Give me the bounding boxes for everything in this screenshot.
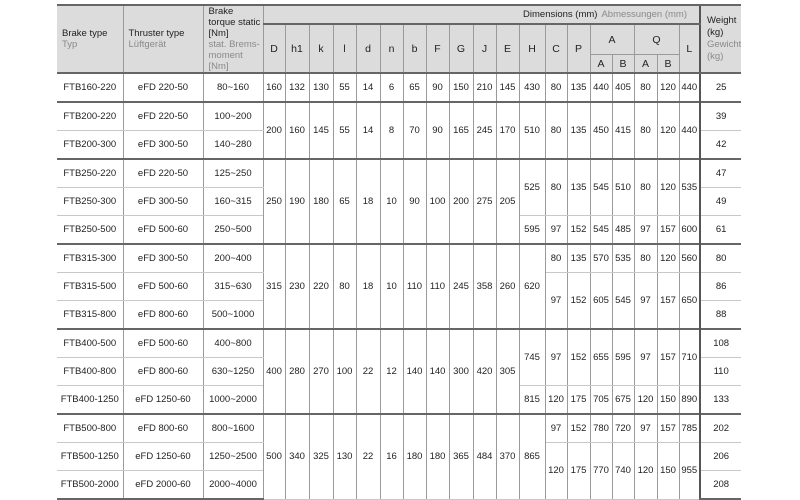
- torque-cell: 250~500: [203, 216, 263, 245]
- dim-Q-B: 120: [657, 244, 679, 273]
- dim-C: 80: [545, 159, 567, 216]
- weight-cell: 206: [700, 443, 741, 471]
- dim-Q-A: 120: [634, 443, 657, 500]
- torque-cell: 200~400: [203, 244, 263, 273]
- torque-cell: 1000~2000: [203, 386, 263, 415]
- brake-type-cell: FTB250-220: [57, 159, 123, 188]
- dim-d: 14: [356, 73, 380, 102]
- brake-type-cell: FTB160-220: [57, 73, 123, 102]
- torque-cell: 80~160: [203, 73, 263, 102]
- dim-A-A: 655: [590, 329, 612, 386]
- dim-G: 200: [449, 159, 473, 244]
- dim-E: 170: [496, 102, 519, 159]
- dim-d: 18: [356, 244, 380, 329]
- col-Q-B: B: [657, 55, 679, 74]
- dim-A-A: 545: [590, 216, 612, 245]
- torque-cell: 140~280: [203, 131, 263, 160]
- dim-H: 525: [519, 159, 545, 216]
- torque-cell: 630~1250: [203, 358, 263, 386]
- dim-H: 620: [519, 244, 545, 329]
- dim-F: 100: [426, 159, 449, 244]
- dim-n: 8: [380, 102, 403, 159]
- dim-F: 110: [426, 244, 449, 329]
- dim-A-A: 440: [590, 73, 612, 102]
- col-F: F: [426, 24, 449, 73]
- dim-P: 135: [567, 73, 590, 102]
- torque-cell: 2000~4000: [203, 471, 263, 500]
- weight-label-de: Gewicht (kg): [707, 39, 742, 62]
- brake-type-cell: FTB200-220: [57, 102, 123, 131]
- col-group-A: A: [590, 24, 634, 55]
- col-l: l: [333, 24, 356, 73]
- dim-L: 535: [679, 159, 700, 216]
- dim-Q-B: 120: [657, 73, 679, 102]
- dim-k: 180: [309, 159, 333, 244]
- brake-spec-table: [57, 4, 741, 500]
- thruster-type-cell: eFD 500-60: [123, 216, 203, 245]
- table-row: [57, 414, 741, 443]
- thruster-type-cell: eFD 500-60: [123, 329, 203, 358]
- dim-h1: 132: [285, 73, 309, 102]
- dim-P: 135: [567, 159, 590, 216]
- col-C: C: [545, 24, 567, 73]
- dim-h1: 340: [285, 414, 309, 499]
- dim-F: 180: [426, 414, 449, 499]
- dim-Q-A: 80: [634, 244, 657, 273]
- weight-cell: 133: [700, 386, 741, 415]
- torque-cell: 800~1600: [203, 414, 263, 443]
- weight-label: Weight (kg): [707, 15, 737, 38]
- dim-L: 955: [679, 443, 700, 500]
- torque-cell: 1250~2500: [203, 443, 263, 471]
- brake-type-cell: FTB315-800: [57, 301, 123, 330]
- col-Q-A: A: [634, 55, 657, 74]
- torque-cell: 100~200: [203, 102, 263, 131]
- dim-Q-A: 80: [634, 102, 657, 159]
- dim-A-A: 545: [590, 159, 612, 216]
- col-J: J: [473, 24, 496, 73]
- col-A-A: A: [590, 55, 612, 74]
- weight-cell: 208: [700, 471, 741, 500]
- dim-D: 200: [263, 102, 285, 159]
- weight-cell: 86: [700, 273, 741, 301]
- dim-Q-B: 157: [657, 414, 679, 443]
- dim-D: 250: [263, 159, 285, 244]
- dim-F: 90: [426, 102, 449, 159]
- brake-type-cell: FTB400-1250: [57, 386, 123, 415]
- dim-P: 175: [567, 386, 590, 415]
- dim-A-B: 535: [612, 244, 634, 273]
- dim-l: 100: [333, 329, 356, 414]
- col-A-B: B: [612, 55, 634, 74]
- brake-type-cell: FTB500-2000: [57, 471, 123, 500]
- dim-n: 16: [380, 414, 403, 499]
- col-E: E: [496, 24, 519, 73]
- dim-G: 300: [449, 329, 473, 414]
- dim-E: 205: [496, 159, 519, 244]
- dim-C: 97: [545, 329, 567, 386]
- dim-A-B: 675: [612, 386, 634, 415]
- dim-P: 152: [567, 273, 590, 330]
- table-row: [57, 329, 741, 358]
- brake-type-cell: FTB315-300: [57, 244, 123, 273]
- dim-H: 430: [519, 73, 545, 102]
- dim-C: 80: [545, 102, 567, 159]
- table-row: [57, 102, 741, 131]
- dim-b: 65: [403, 73, 426, 102]
- weight-cell: 25: [700, 73, 741, 102]
- dim-k: 130: [309, 73, 333, 102]
- dim-D: 160: [263, 73, 285, 102]
- table-row: [57, 159, 741, 188]
- dim-A-A: 450: [590, 102, 612, 159]
- dim-Q-A: 97: [634, 273, 657, 330]
- dim-D: 500: [263, 414, 285, 499]
- dim-L: 440: [679, 73, 700, 102]
- weight-cell: 49: [700, 188, 741, 216]
- dim-H: 510: [519, 102, 545, 159]
- brake-type-cell: FTB500-1250: [57, 443, 123, 471]
- dim-A-B: 405: [612, 73, 634, 102]
- col-group-Q: Q: [634, 24, 679, 55]
- dim-C: 80: [545, 73, 567, 102]
- dim-A-A: 570: [590, 244, 612, 273]
- thruster-type-cell: eFD 300-50: [123, 244, 203, 273]
- dim-F: 140: [426, 329, 449, 414]
- dim-P: 152: [567, 216, 590, 245]
- brake-type-cell: FTB500-800: [57, 414, 123, 443]
- dim-A-B: 510: [612, 159, 634, 216]
- dim-h1: 230: [285, 244, 309, 329]
- thruster-type-cell: eFD 300-50: [123, 188, 203, 216]
- dim-n: 10: [380, 244, 403, 329]
- dim-Q-A: 120: [634, 386, 657, 415]
- dim-d: 14: [356, 102, 380, 159]
- table-row: [57, 73, 741, 102]
- dim-l: 65: [333, 159, 356, 244]
- thruster-type-cell: eFD 1250-60: [123, 386, 203, 415]
- dim-d: 22: [356, 329, 380, 414]
- header-brake-torque: [203, 5, 263, 73]
- dim-k: 220: [309, 244, 333, 329]
- dim-H: 595: [519, 216, 545, 245]
- dim-H: 815: [519, 386, 545, 415]
- dim-L: 650: [679, 273, 700, 330]
- dim-D: 400: [263, 329, 285, 414]
- dim-Q-B: 150: [657, 386, 679, 415]
- dim-C: 120: [545, 386, 567, 415]
- table-row: [57, 244, 741, 273]
- dim-Q-A: 97: [634, 216, 657, 245]
- col-d: d: [356, 24, 380, 73]
- col-b: b: [403, 24, 426, 73]
- col-L: L: [679, 24, 700, 73]
- dim-Q-B: 157: [657, 216, 679, 245]
- dim-J: 484: [473, 414, 496, 499]
- dim-l: 130: [333, 414, 356, 499]
- dim-L: 710: [679, 329, 700, 386]
- dimensions-label-de: Abmessungen (mm): [601, 9, 687, 20]
- dim-G: 245: [449, 244, 473, 329]
- thruster-type-cell: eFD 800-60: [123, 414, 203, 443]
- brake-torque-label-de: stat. Brems-moment [Nm]: [208, 39, 260, 72]
- dim-Q-B: 150: [657, 443, 679, 500]
- brake-type-cell: FTB400-800: [57, 358, 123, 386]
- dim-C: 97: [545, 414, 567, 443]
- dim-l: 55: [333, 73, 356, 102]
- dim-Q-A: 97: [634, 329, 657, 386]
- brake-type-cell: FTB200-300: [57, 131, 123, 160]
- dim-A-B: 485: [612, 216, 634, 245]
- dim-L: 560: [679, 244, 700, 273]
- dim-b: 70: [403, 102, 426, 159]
- dim-n: 10: [380, 159, 403, 244]
- dim-L: 785: [679, 414, 700, 443]
- col-H: H: [519, 24, 545, 73]
- weight-cell: 61: [700, 216, 741, 245]
- dim-C: 97: [545, 273, 567, 330]
- dim-H: 865: [519, 414, 545, 499]
- dim-l: 80: [333, 244, 356, 329]
- torque-cell: 315~630: [203, 273, 263, 301]
- dim-A-B: 740: [612, 443, 634, 500]
- dim-F: 90: [426, 73, 449, 102]
- dim-G: 150: [449, 73, 473, 102]
- torque-cell: 500~1000: [203, 301, 263, 330]
- col-k: k: [309, 24, 333, 73]
- dim-n: 6: [380, 73, 403, 102]
- dim-k: 325: [309, 414, 333, 499]
- thruster-type-cell: eFD 500-60: [123, 273, 203, 301]
- weight-cell: 88: [700, 301, 741, 330]
- weight-cell: 42: [700, 131, 741, 160]
- dim-Q-B: 120: [657, 102, 679, 159]
- dim-A-B: 720: [612, 414, 634, 443]
- dim-H: 745: [519, 329, 545, 386]
- col-G: G: [449, 24, 473, 73]
- dim-k: 270: [309, 329, 333, 414]
- dim-A-B: 545: [612, 273, 634, 330]
- dim-A-A: 780: [590, 414, 612, 443]
- dim-G: 165: [449, 102, 473, 159]
- dim-P: 135: [567, 244, 590, 273]
- dim-E: 305: [496, 329, 519, 414]
- col-P: P: [567, 24, 590, 73]
- dim-C: 120: [545, 443, 567, 500]
- dim-d: 18: [356, 159, 380, 244]
- dim-h1: 160: [285, 102, 309, 159]
- dim-A-A: 605: [590, 273, 612, 330]
- dim-A-A: 770: [590, 443, 612, 500]
- dim-P: 152: [567, 414, 590, 443]
- dim-n: 12: [380, 329, 403, 414]
- thruster-type-cell: eFD 220-50: [123, 102, 203, 131]
- dim-L: 440: [679, 102, 700, 159]
- dim-Q-B: 157: [657, 273, 679, 330]
- col-h1: h1: [285, 24, 309, 73]
- brake-type-label-de: Typ: [62, 39, 78, 50]
- dim-b: 140: [403, 329, 426, 414]
- dim-L: 600: [679, 216, 700, 245]
- thruster-type-cell: eFD 2000-60: [123, 471, 203, 500]
- torque-cell: 125~250: [203, 159, 263, 188]
- torque-cell: 400~800: [203, 329, 263, 358]
- weight-cell: 202: [700, 414, 741, 443]
- dim-h1: 280: [285, 329, 309, 414]
- dim-J: 210: [473, 73, 496, 102]
- thruster-type-cell: eFD 220-50: [123, 73, 203, 102]
- dim-Q-A: 80: [634, 159, 657, 216]
- thruster-type-cell: eFD 800-60: [123, 358, 203, 386]
- dim-G: 365: [449, 414, 473, 499]
- dim-E: 145: [496, 73, 519, 102]
- dim-b: 110: [403, 244, 426, 329]
- dim-A-B: 415: [612, 102, 634, 159]
- col-n: n: [380, 24, 403, 73]
- dim-b: 180: [403, 414, 426, 499]
- dimensions-label: Dimensions (mm): [523, 9, 598, 20]
- thruster-type-label-de: Lüftgerät: [128, 39, 166, 50]
- dim-J: 275: [473, 159, 496, 244]
- dim-b: 90: [403, 159, 426, 244]
- weight-cell: 39: [700, 102, 741, 131]
- dim-d: 22: [356, 414, 380, 499]
- dim-Q-B: 120: [657, 159, 679, 216]
- dim-E: 260: [496, 244, 519, 329]
- thruster-type-cell: eFD 1250-60: [123, 443, 203, 471]
- brake-type-cell: FTB400-500: [57, 329, 123, 358]
- thruster-type-cell: eFD 220-50: [123, 159, 203, 188]
- brake-type-cell: FTB250-300: [57, 188, 123, 216]
- header-dimensions: [263, 5, 700, 24]
- header-thruster-type: [123, 5, 203, 73]
- weight-cell: 80: [700, 244, 741, 273]
- weight-cell: 108: [700, 329, 741, 358]
- thruster-type-cell: eFD 800-60: [123, 301, 203, 330]
- dim-J: 358: [473, 244, 496, 329]
- dim-Q-B: 157: [657, 329, 679, 386]
- dim-E: 370: [496, 414, 519, 499]
- dim-P: 135: [567, 102, 590, 159]
- dim-J: 245: [473, 102, 496, 159]
- col-D: D: [263, 24, 285, 73]
- dim-k: 145: [309, 102, 333, 159]
- dim-A-A: 705: [590, 386, 612, 415]
- dim-l: 55: [333, 102, 356, 159]
- dim-Q-A: 80: [634, 73, 657, 102]
- dim-A-B: 595: [612, 329, 634, 386]
- thruster-type-label: Thruster type: [128, 28, 185, 39]
- brake-type-cell: FTB315-500: [57, 273, 123, 301]
- dim-D: 315: [263, 244, 285, 329]
- header-weight: [700, 5, 741, 73]
- thruster-type-cell: eFD 300-50: [123, 131, 203, 160]
- dim-J: 420: [473, 329, 496, 414]
- dim-C: 97: [545, 216, 567, 245]
- brake-torque-label: Brake torque static [Nm]: [208, 6, 261, 39]
- brake-type-cell: FTB250-500: [57, 216, 123, 245]
- dim-L: 890: [679, 386, 700, 415]
- header-brake-type: [57, 5, 123, 73]
- dim-Q-A: 97: [634, 414, 657, 443]
- dim-C: 80: [545, 244, 567, 273]
- dim-h1: 190: [285, 159, 309, 244]
- brake-type-label: Brake type: [62, 28, 108, 39]
- weight-cell: 110: [700, 358, 741, 386]
- torque-cell: 160~315: [203, 188, 263, 216]
- dim-P: 175: [567, 443, 590, 500]
- weight-cell: 47: [700, 159, 741, 188]
- dim-P: 152: [567, 329, 590, 386]
